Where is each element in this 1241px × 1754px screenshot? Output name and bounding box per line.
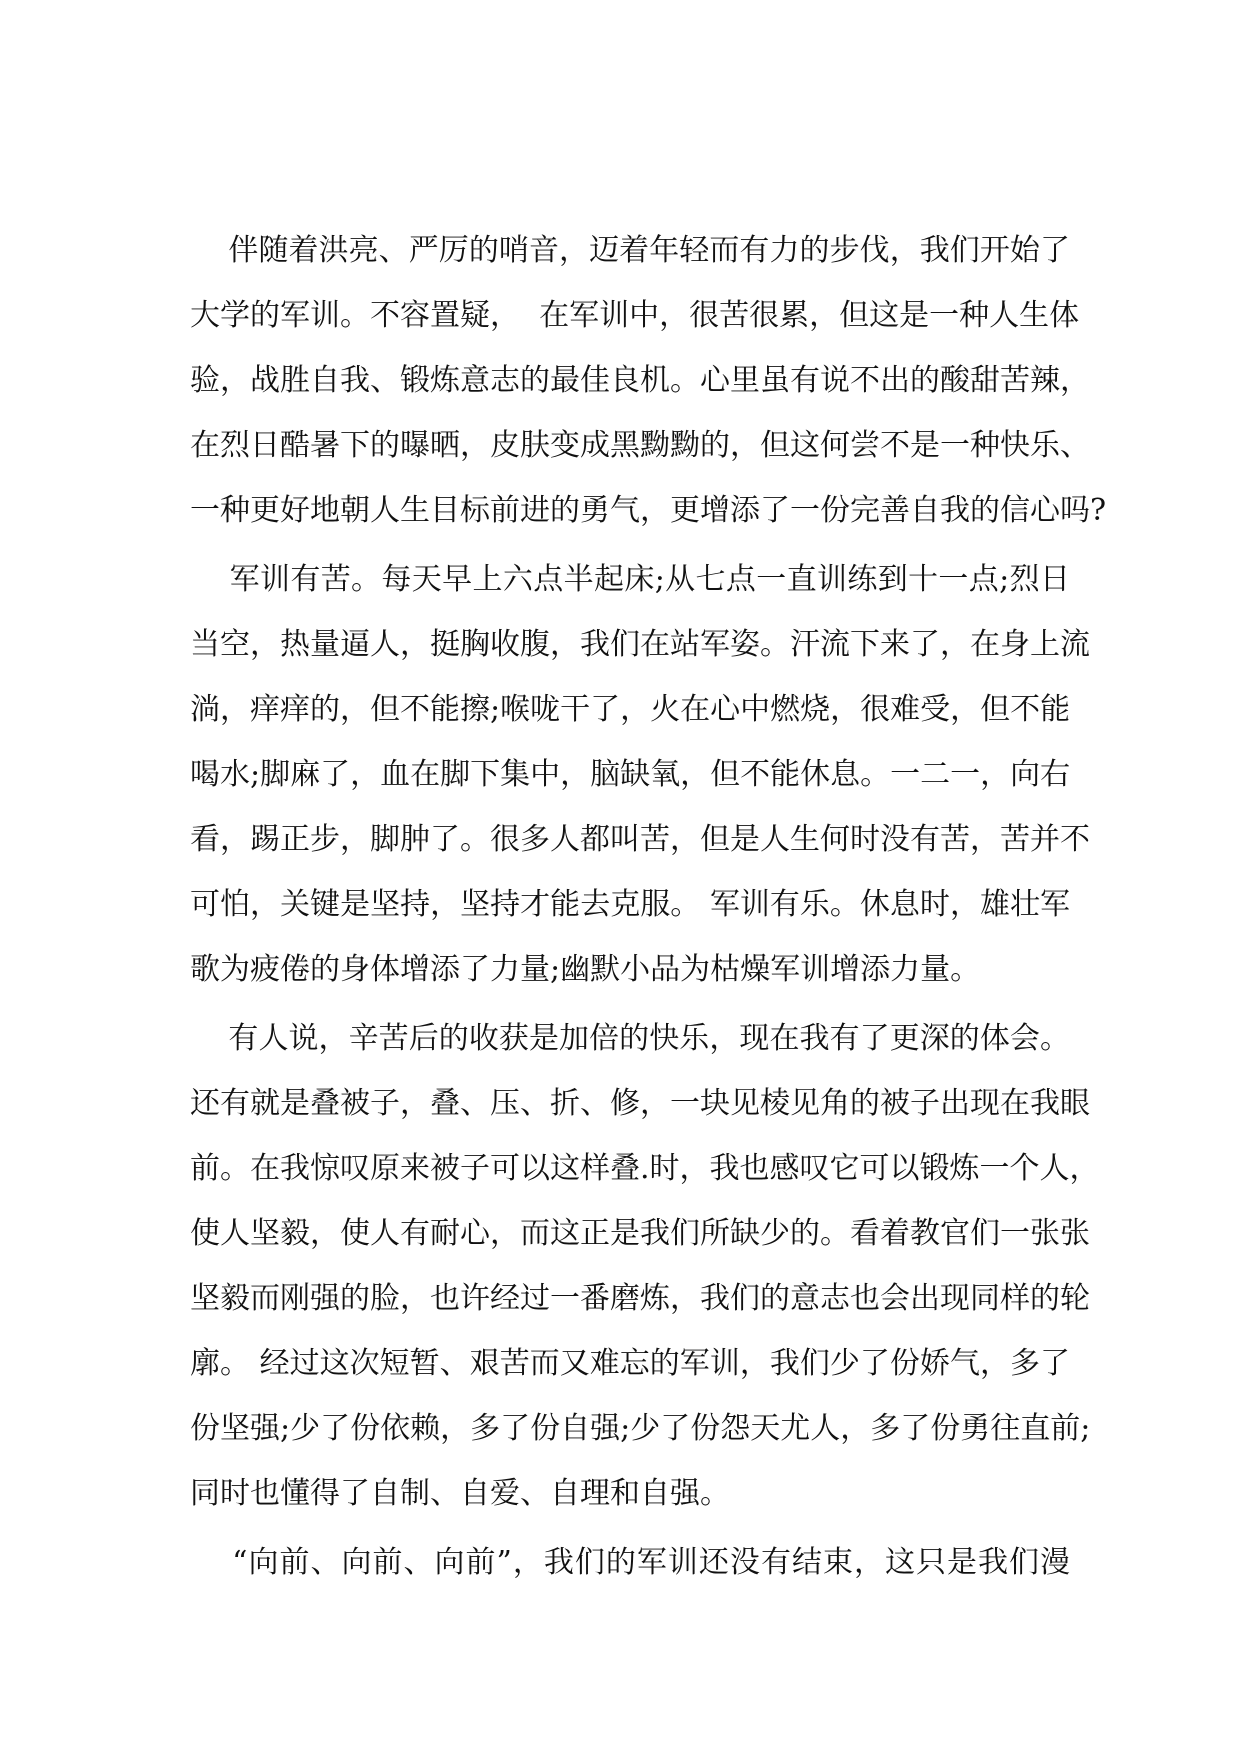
text-line: 大学的军训。不容置疑， 在军训中，很苦很累，但这是一种人生体	[190, 298, 1080, 333]
text-line: 一种更好地朝人生目标前进的勇气，更增添了一份完善自我的信心吗?	[190, 493, 1107, 528]
text-line: 前。在我惊叹原来被子可以这样叠.时，我也感叹它可以锻炼一个人，	[190, 1151, 1100, 1186]
paragraph-2	[190, 547, 1090, 1002]
document-body	[190, 218, 1107, 1595]
text-line: 伴随着洪亮、严厉的哨音，迈着年轻而有力的步伐，我们开始了	[190, 233, 1070, 268]
paragraph-1	[190, 218, 1107, 543]
text-line: 军训有苦。每天早上六点半起床;从七点一直训练到十一点;烈日	[190, 562, 1070, 597]
paragraph-4	[190, 1530, 1070, 1595]
text-line: 使人坚毅，使人有耐心，而这正是我们所缺少的。看着教官们一张张	[190, 1216, 1090, 1251]
text-line: 可怕，关键是坚持，坚持才能去克服。 军训有乐。休息时，雄壮军	[190, 887, 1070, 922]
text-line: 歌为疲倦的身体增添了力量;幽默小品为枯燥军训增添力量。	[190, 952, 981, 987]
text-line: 在烈日酷暑下的曝晒，皮肤变成黑黝黝的，但这何尝不是一种快乐、	[190, 428, 1090, 463]
text-line: 同时也懂得了自制、自爱、自理和自强。	[190, 1476, 730, 1511]
paragraph-3	[190, 1006, 1100, 1526]
text-line: 份坚强;少了份依赖，多了份自强;少了份怨天尤人，多了份勇往直前;	[190, 1411, 1091, 1446]
text-line: 当空，热量逼人，挺胸收腹，我们在站军姿。汗流下来了，在身上流	[190, 627, 1090, 662]
text-line: 看，踢正步，脚肿了。很多人都叫苦，但是人生何时没有苦，苦并不	[190, 822, 1090, 857]
text-line: 验，战胜自我、锻炼意志的最佳良机。心里虽有说不出的酸甜苦辣，	[190, 363, 1090, 398]
text-line: 还有就是叠被子，叠、压、折、修，一块见棱见角的被子出现在我眼	[190, 1086, 1090, 1121]
text-line: 廓。 经过这次短暂、艰苦而又难忘的军训，我们少了份娇气，多了	[190, 1346, 1070, 1381]
text-line: 有人说，辛苦后的收获是加倍的快乐，现在我有了更深的体会。	[190, 1021, 1070, 1056]
text-line: 坚毅而刚强的脸，也许经过一番磨炼，我们的意志也会出现同样的轮	[190, 1281, 1090, 1316]
text-line: 淌，痒痒的，但不能擦;喉咙干了，火在心中燃烧，很难受，但不能	[190, 692, 1071, 727]
text-line: “向前、向前、向前”，我们的军训还没有结束，这只是我们漫	[190, 1545, 1070, 1580]
text-line: 喝水;脚麻了，血在脚下集中，脑缺氧，但不能休息。一二一，向右	[190, 757, 1071, 792]
